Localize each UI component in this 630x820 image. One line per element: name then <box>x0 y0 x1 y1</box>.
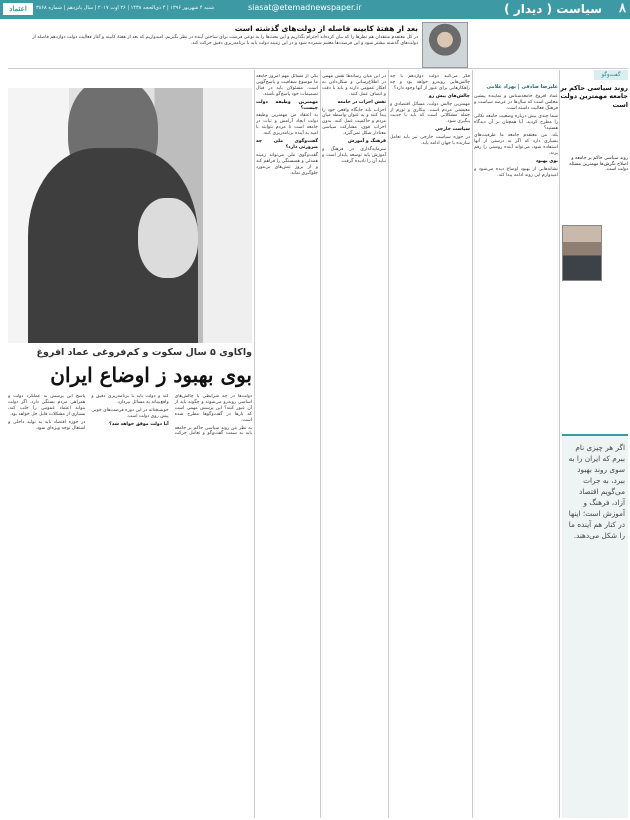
photo-figure <box>138 198 198 278</box>
lead-title: بعد از هفتهٔ کابینه فاصله از دولت‌های گذشته است <box>234 24 418 33</box>
lead-box <box>8 22 468 66</box>
article-column-2 <box>256 74 318 818</box>
paragraph: در این میان رسانه‌ها نقش مهمی در اطلاع‌رسانی و شکل‌دادن به افکار عمومی دارند و باید با دقت و انصاف عمل کنند. <box>322 74 386 97</box>
subheading: بوی بهبود <box>535 159 558 165</box>
article-column-4 <box>390 74 470 818</box>
paragraph: خوشبختانه در این دوره فرصت‌های خوبی پیش روی دولت است. <box>91 407 169 419</box>
header-bar <box>0 0 630 19</box>
paragraph: گفت‌وگوی ملی می‌تواند زمینه همدلی و همبستگی را فراهم کند و از بروز تنش‌های بی‌مورد جلوگیری نماید. <box>256 152 318 176</box>
dateline: شنبه ۴ شهریور ۱۳۹۶ | ۴ ذی‌الحجه ۱۴۳۸ | ۲۶ اوت ۲۰۱۷ | سال پانزدهم | شماره ۳۸۶۸ <box>36 5 215 11</box>
sidebar-headline: روند سیاسی حاکم بر جامعه مهمترین دولت است <box>560 84 628 109</box>
paragraph: مهمترین چالش دولت، مسائل اقتصادی و معیشتی مردم است. بیکاری و تورم از جمله مشکلاتی است که باید با جدیت پیگیری شود. <box>390 101 470 125</box>
divider <box>320 70 321 818</box>
subheading: گفت‌وگوی ملی چه ضرورتی دارد؟ <box>256 139 318 150</box>
paragraph: یکی از مسائل مهم امروز جامعه ما موضوع شفافیت و پاسخ‌گویی است. مسئولان باید در قبال تصمیمات خود پاسخ‌گو باشند. <box>256 74 318 97</box>
paragraph: شما چندی پیش درباره وضعیت جامعه نکاتی را مطرح کردید. آیا همچنان بر آن دیدگاه هستید؟ <box>474 113 558 131</box>
article-kicker: واکاوی ۵ سال سکوت و کم‌فروغی عماد افروغ <box>36 347 252 358</box>
paragraph: احزاب باید جایگاه واقعی خود را پیدا کنند و به عنوان واسطه میان مردم و حاکمیت عمل کنند. بدون احزاب قوی، مشارکت سیاسی معنادار شکل نمی‌گیرد. <box>322 107 386 137</box>
section-title: سیاست ( دیدار ) <box>504 2 602 16</box>
paragraph: فکر می‌کنید دولت دوازدهم با چه چالش‌هایی روبه‌رو خواهد بود و چه راهکارهایی برای عبور از آنها وجود دارد؟ <box>390 74 470 91</box>
article-column-3 <box>322 74 386 818</box>
article-column-5 <box>474 94 558 818</box>
author-name: علیرضا صادقی | بهزاد غلامی <box>486 84 558 90</box>
sidebar-text: روند سیاسی حاکم بر جامعه و اصلاح نگرش‌ها مهمترین مسئله دولت است. <box>569 156 628 173</box>
divider <box>254 70 255 818</box>
newspaper-logo: اعتماد <box>3 3 33 15</box>
paragraph: بله، من معتقدم جامعه ما ظرفیت‌های بسیاری دارد که اگر به درستی از آنها استفاده شود، می‌تواند آینده روشنی را رقم بزند. <box>474 133 558 157</box>
divider <box>8 68 628 69</box>
paragraph: عماد افروغ جامعه‌شناس و نماینده پیشین مجلس است که سال‌ها در عرصه سیاست و فرهنگ فعالیت داشته است. <box>474 94 558 111</box>
article-column-1 <box>8 394 252 818</box>
main-photo <box>8 88 252 343</box>
subheading: نقش احزاب در جامعه <box>337 99 386 105</box>
subheading: فرهنگ و آموزش <box>348 139 386 145</box>
paragraph: پاسخ این پرسش به عملکرد دولت و همراهی مردم بستگی دارد. اگر دولت بتواند اعتماد عمومی را جلب کند، بسیاری از مشکلات قابل حل خواهد بود. <box>8 394 86 417</box>
pull-quote <box>562 434 628 818</box>
divider <box>472 70 473 818</box>
subheading: چالش‌های پیش رو <box>428 93 470 99</box>
paragraph: به نظر من روند سیاسی حاکم بر جامعه باید به سمت گفت‌وگو و تعامل حرکت کند و دولت باید با برنامه‌ریزی دقیق و واقع‌بینانه به مسائل بپردازد. <box>91 394 252 437</box>
section-email[interactable]: siasat@etemadnewspaper.ir <box>248 3 362 12</box>
paragraph: نشانه‌هایی از بهبود اوضاع دیده می‌شود و امیدوارم این روند ادامه پیدا کند. <box>474 166 558 178</box>
paragraph: در حوزه سیاست خارجی نیز باید تعامل سازنده با جهان ادامه یابد. <box>390 135 470 147</box>
section-tag: گفت‌وگو <box>594 70 628 80</box>
author-photo <box>562 225 602 281</box>
divider <box>388 70 389 818</box>
lead-photo <box>422 22 468 68</box>
subheading: مهمترین وظیفه دولت چیست؟ <box>256 99 318 111</box>
paragraph: دولت‌ها در چه شرایطی با چالش‌های اساسی روبه‌رو می‌شوند و چگونه باید از آن عبور کنند؟ این پرسش مهمی است که بارها در گفت‌وگوها مطرح شده است. <box>174 394 252 423</box>
paragraph: به اعتقاد من مهمترین وظیفه دولت ایجاد آرامش و ثبات در جامعه است تا مردم بتوانند با امید به آینده برنامه‌ریزی کنند. <box>256 113 318 137</box>
lead-text: در کل معتقدم منتقدان هم نظرها را که بیان کرده‌اند احترام بگذاریم و این بحث‌ها را به نوعی فرصت برای ساختن آینده در نظر بگیریم. امیدواریم که بعد از هفتهٔ کابینه و آغاز فعالیت دولت دوازدهم فاصله از دولت‌های گذشته بیشتر شود و این فرصت‌ها مغتنم شمرده شود و در این زمینه دولت باید با برنامه‌ریزی دقیق حرکت کند. <box>32 35 418 46</box>
paragraph: سرمایه‌گذاری در فرهنگ و آموزش پایه توسعه پایدار است و نباید آن را نادیده گرفت. <box>322 146 386 164</box>
paragraph: در حوزه اقتصاد باید به تولید داخلی و اشتغال توجه ویژه‌ای شود. <box>8 419 86 431</box>
pull-quote-text: اگر هر چیزی نام ببرم که ایران را به سوی روند بهبود ببرد، به جرات می‌گویم اقتصاد آزاد، فرهنگ و آموزش است؛ اینها در کنار هم آینده ما را شکل می‌دهند. <box>568 443 625 540</box>
subheading: آیا دولت موفق خواهد شد؟ <box>109 421 169 427</box>
divider <box>559 70 560 818</box>
page-number: ۸ <box>619 1 626 16</box>
subheading: سیاست خارجی <box>435 127 470 133</box>
article-title: بوی بهبود ز اوضاع ایران <box>50 363 252 387</box>
